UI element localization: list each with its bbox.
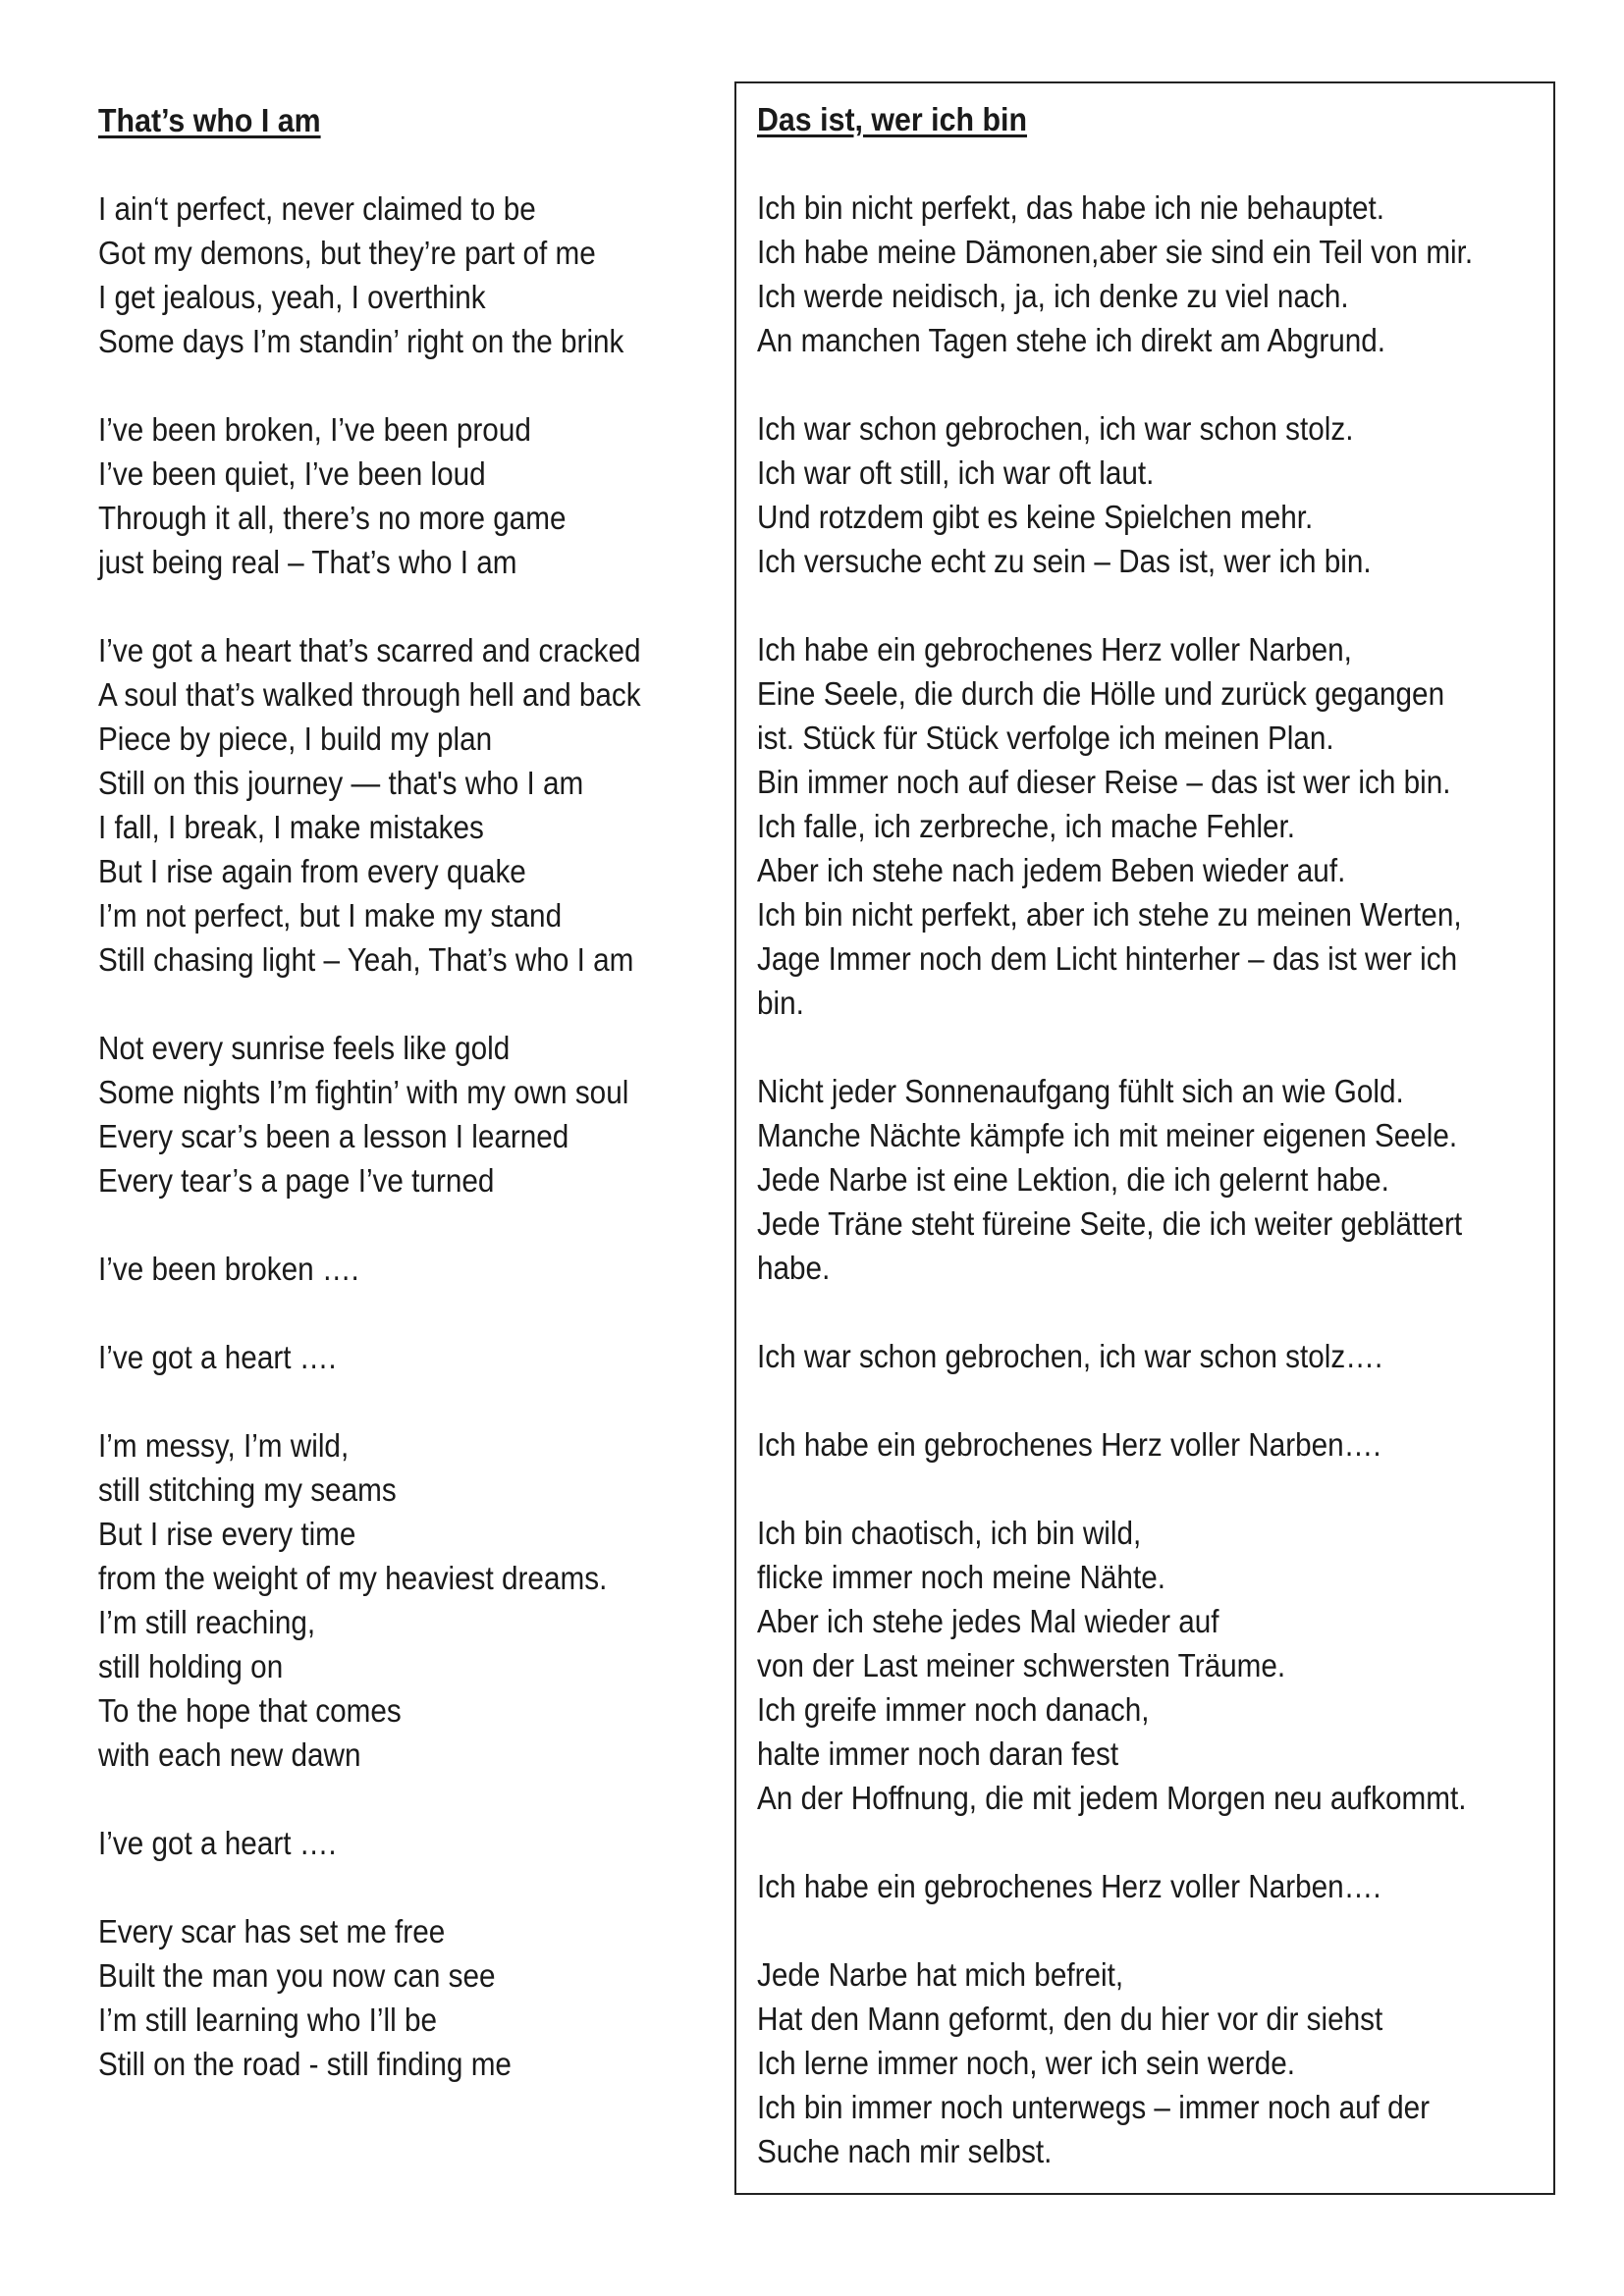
german-lyric-line: Ich lerne immer noch, wer ich sein werde.	[757, 2045, 1296, 2081]
english-lyric-line: I’ve been broken ….	[98, 1251, 359, 1287]
english-lyric-line: just being real – That’s who I am	[98, 544, 517, 580]
english-lyric-line: from the weight of my heaviest dreams.	[98, 1560, 608, 1596]
english-lyric-line: I’m still learning who I’ll be	[98, 2002, 437, 2038]
english-lyric-line: Not every sunrise feels like gold	[98, 1030, 511, 1066]
german-lyric-line: An manchen Tagen stehe ich direkt am Abgrund.	[757, 322, 1386, 358]
english-lyric-line: I fall, I break, I make mistakes	[98, 809, 484, 845]
german-stanza	[757, 1334, 1553, 1378]
german-lyric-line: von der Last meiner schwersten Träume.	[757, 1647, 1286, 1683]
german-stanza	[757, 1864, 1553, 1908]
german-lyric-line: bin.	[757, 985, 804, 1021]
german-lyric-line: Jede Träne steht füreine Seite, die ich weiter geblättert	[757, 1205, 1463, 1242]
english-lyric-line: But I rise again from every quake	[98, 853, 526, 889]
english-lyric-line: A soul that’s walked through hell and back	[98, 676, 641, 713]
english-lyric-line: Every tear’s a page I’ve turned	[98, 1162, 495, 1199]
german-lyric-line: Ich bin nicht perfekt, das habe ich nie behauptet.	[757, 189, 1384, 226]
german-stanza	[757, 1422, 1553, 1467]
english-lyric-line: Built the man you now can see	[98, 1957, 496, 1994]
english-lyric-line: Through it all, there’s no more game	[98, 500, 567, 536]
german-lyric-line: Ich werde neidisch, ja, ich denke zu viel nach.	[757, 278, 1349, 314]
german-lyric-line: Ich war schon gebrochen, ich war schon stolz….	[757, 1338, 1383, 1374]
german-lyric-line: Ich bin nicht perfekt, aber ich stehe zu meinen Werten,	[757, 896, 1462, 933]
german-lyric-line: flicke immer noch meine Nähte.	[757, 1559, 1165, 1595]
english-lyric-line: I’ve been broken, I’ve been proud	[98, 411, 531, 448]
english-lyric-line: Still on this journey — that's who I am	[98, 765, 584, 801]
english-lyric-line: I’m not perfect, but I make my stand	[98, 897, 563, 934]
german-stanza	[757, 1069, 1553, 1290]
german-lyric-line: Ich war oft still, ich war oft laut.	[757, 454, 1155, 491]
english-stanza	[98, 1335, 707, 1379]
english-stanza	[98, 1247, 707, 1291]
english-lyric-line: Got my demons, but they’re part of me	[98, 235, 596, 271]
english-lyric-line: I’ve got a heart ….	[98, 1339, 337, 1375]
english-lyric-line: I’ve got a heart that’s scarred and cracked	[98, 632, 641, 668]
german-lyric-line: habe.	[757, 1250, 831, 1286]
german-lyric-line: ist. Stück für Stück verfolge ich meinen Plan.	[757, 720, 1334, 756]
german-lyric-line: halte immer noch daran fest	[757, 1735, 1119, 1772]
german-stanza	[757, 406, 1553, 583]
german-lyric-line: Ich bin immer noch unterwegs – immer noch auf der	[757, 2089, 1431, 2125]
english-lyric-line: Every scar has set me free	[98, 1913, 446, 1949]
english-stanza	[98, 187, 707, 363]
english-lyric-line: I’m messy, I’m wild,	[98, 1427, 350, 1464]
german-title: Das ist, wer ich bin	[757, 101, 1028, 137]
german-lyric-line: Jede Narbe hat mich befreit,	[757, 1956, 1124, 1993]
german-lyric-line: Ich habe ein gebrochenes Herz voller Narben….	[757, 1426, 1381, 1463]
german-lyric-line: Ich greife immer noch danach,	[757, 1691, 1150, 1728]
english-lyric-line: I get jealous, yeah, I overthink	[98, 279, 486, 315]
english-lyric-line: Still on the road - still finding me	[98, 2046, 512, 2082]
english-title: That’s who I am	[98, 102, 321, 138]
english-lyric-line: Piece by piece, I build my plan	[98, 721, 493, 757]
german-lyric-line: Eine Seele, die durch die Hölle und zurück gegangen	[757, 675, 1445, 712]
german-lyric-line: Manche Nächte kämpfe ich mit meiner eigenen Seele.	[757, 1117, 1458, 1153]
german-stanzas	[757, 186, 1553, 2173]
german-lyric-line: An der Hoffnung, die mit jedem Morgen neu aufkommt.	[757, 1780, 1467, 1816]
english-lyric-line: To the hope that comes	[98, 1692, 402, 1729]
german-lyric-line: Ich falle, ich zerbreche, ich mache Fehler.	[757, 808, 1296, 844]
english-lyric-line: Some days I’m standin’ right on the brink	[98, 323, 624, 359]
german-stanza	[757, 186, 1553, 362]
english-lyric-line: I’m still reaching,	[98, 1604, 316, 1640]
german-lyric-line: Ich habe ein gebrochenes Herz voller Narben,	[757, 631, 1352, 667]
english-stanza	[98, 1026, 707, 1202]
german-lyric-line: Ich habe meine Dämonen,aber sie sind ein Teil von mir.	[757, 234, 1474, 270]
german-lyric-line: Ich versuche echt zu sein – Das ist, wer ich bin.	[757, 543, 1372, 579]
english-stanza	[98, 1821, 707, 1865]
german-lyric-line: Und rotzdem gibt es keine Spielchen mehr.	[757, 499, 1314, 535]
english-lyric-line: Every scar’s been a lesson I learned	[98, 1118, 569, 1154]
english-stanza	[98, 1423, 707, 1777]
english-lyric-line: I ain‘t perfect, never claimed to be	[98, 190, 536, 227]
english-stanza	[98, 407, 707, 584]
english-lyric-line: still stitching my seams	[98, 1471, 397, 1508]
english-stanza	[98, 1909, 707, 2086]
german-lyric-line: Hat den Mann geformt, den du hier vor dir siehst	[757, 2001, 1383, 2037]
german-stanza	[757, 627, 1553, 1025]
english-lyric-line: Some nights I’m fightin’ with my own soul	[98, 1074, 629, 1110]
german-lyric-line: Ich bin chaotisch, ich bin wild,	[757, 1515, 1142, 1551]
german-lyric-line: Bin immer noch auf dieser Reise – das ist wer ich bin.	[757, 764, 1451, 800]
german-lyric-line: Ich habe ein gebrochenes Herz voller Narben….	[757, 1868, 1381, 1904]
german-stanza	[757, 1952, 1553, 2173]
english-stanza	[98, 628, 707, 982]
english-lyric-line: But I rise every time	[98, 1516, 356, 1552]
english-lyric-line: Still chasing light – Yeah, That’s who I am	[98, 941, 634, 978]
english-lyric-line: I’ve been quiet, I’ve been loud	[98, 455, 486, 492]
german-lyric-line: Jede Narbe ist eine Lektion, die ich gelernt habe.	[757, 1161, 1389, 1198]
german-translation-box	[734, 81, 1555, 2195]
german-lyric-line: Aber ich stehe jedes Mal wieder auf	[757, 1603, 1219, 1639]
german-lyric-line: Suche nach mir selbst.	[757, 2133, 1053, 2169]
german-lyric-line: Ich war schon gebrochen, ich war schon stolz.	[757, 410, 1354, 447]
english-lyric-line: still holding on	[98, 1648, 284, 1684]
english-stanzas	[98, 187, 707, 2086]
german-stanza	[757, 1511, 1553, 1820]
german-lyric-line: Jage Immer noch dem Licht hinterher – das ist wer ich	[757, 940, 1458, 977]
german-lyric-line: Nicht jeder Sonnenaufgang fühlt sich an wie Gold.	[757, 1073, 1404, 1109]
english-lyric-line: I’ve got a heart ….	[98, 1825, 337, 1861]
german-lyric-line: Aber ich stehe nach jedem Beben wieder auf.	[757, 852, 1346, 888]
english-lyric-line: with each new dawn	[98, 1736, 361, 1773]
english-lyrics-column	[98, 98, 707, 2130]
